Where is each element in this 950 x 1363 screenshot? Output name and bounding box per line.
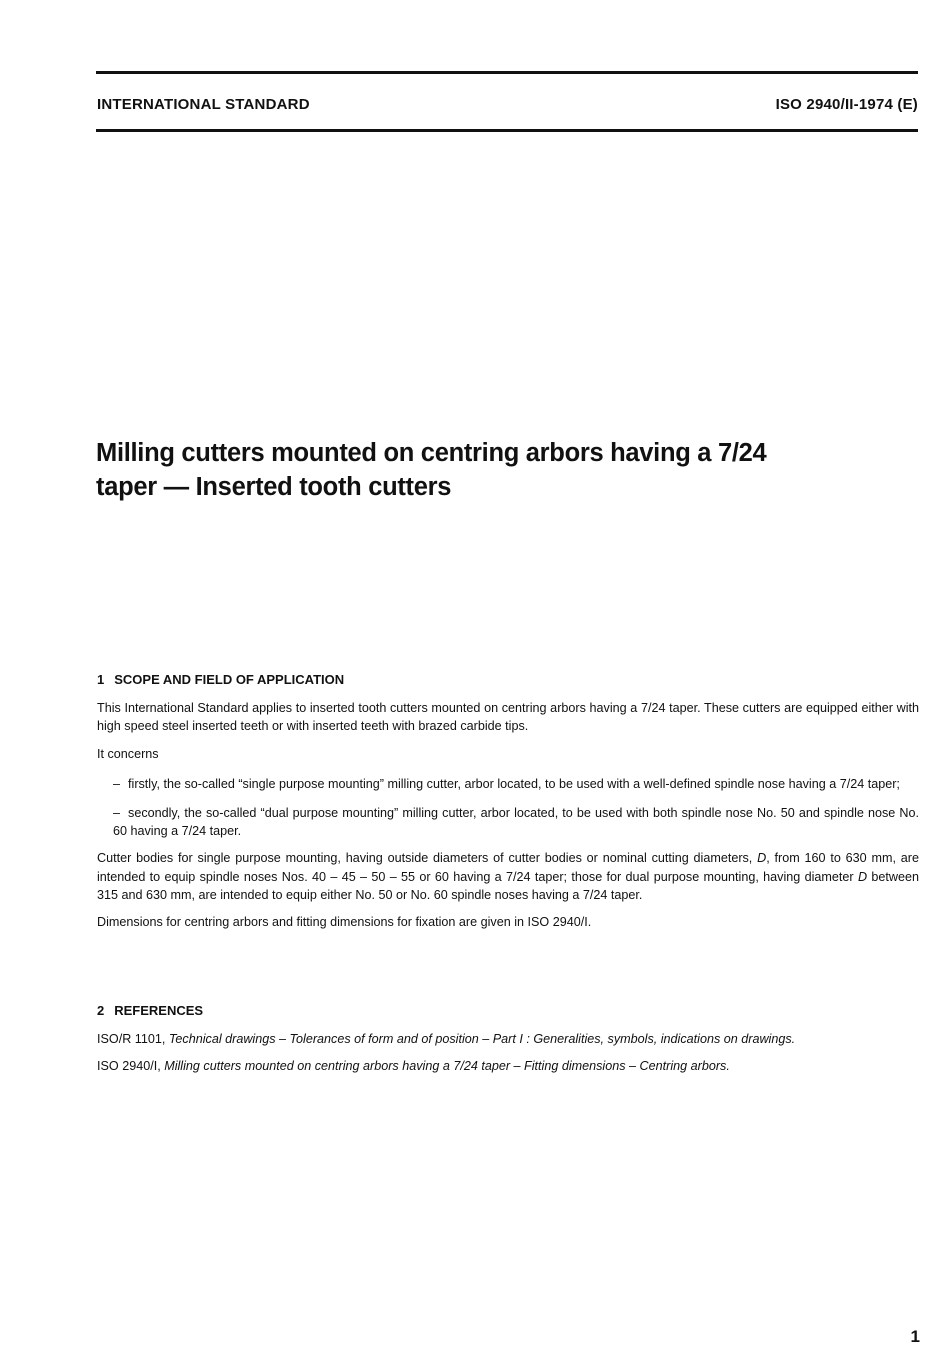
concerns-intro: It concerns: [97, 746, 159, 761]
section-number: 2: [97, 1003, 105, 1018]
cutter-bodies-paragraph: Cutter bodies for single purpose mounting, having outside diameters of cutter bodies or nominal cutting diameters, D, from 160 to 630 mm, are intended to equip spindle noses Nos. 40 – 45 – 50 – 55 or 60 having a 7/24 taper; those for dual purpose mounting, having diameter D between 315 and 630 mm, are intended to equip either No. 50 or No. 60 spindle noses having a 7/24 taper.: [97, 851, 919, 902]
title-line-1: Milling cutters mounted on centring arbors having a 7/24: [96, 439, 767, 467]
header-bottom-rule: [96, 129, 918, 132]
section-heading: [97, 671, 919, 689]
section-number: 1: [97, 672, 105, 687]
title-line-2: taper — Inserted tooth cutters: [96, 473, 452, 501]
section-title: REFERENCES: [114, 1003, 204, 1018]
header-top-rule: [96, 71, 918, 74]
page-number: 1: [910, 1327, 920, 1346]
list-item: – firstly, the so-called “single purpose mounting” milling cutter, arbor located, to be used with a well-defined spindle nose having a 7/24 taper;: [113, 776, 900, 791]
standard-number: ISO 2940/II-1974 (E): [775, 96, 918, 113]
section-title: SCOPE AND FIELD OF APPLICATION: [114, 672, 345, 687]
dash-bullet: –: [113, 806, 121, 821]
page-title: [96, 436, 896, 504]
dash-bullet: –: [113, 776, 121, 791]
document-type-label: INTERNATIONAL STANDARD: [97, 96, 310, 113]
list-item: – secondly, the so-called “dual purpose mounting” milling cutter, arbor located, to be used with both spindle nose No. 50 and spindle nose No. 60 having a 7/24 taper.: [113, 806, 919, 839]
reference-item: ISO 2940/I, Milling cutters mounted on centring arbors having a 7/24 taper – Fitting dimensions – Centring arbors.: [97, 1059, 730, 1074]
section-references: [97, 1002, 919, 1076]
section-heading: [97, 1002, 919, 1020]
section-scope: [97, 671, 919, 931]
dimensions-paragraph: Dimensions for centring arbors and fitting dimensions for fixation are given in ISO 2940/I.: [97, 915, 592, 930]
scope-paragraph: This International Standard applies to inserted tooth cutters mounted on centring arbors having a 7/24 taper. These cutters are equipped either with high speed steel inserted teeth or with inserted teeth with brazed carbide tips.: [97, 701, 919, 734]
reference-item: ISO/R 1101, Technical drawings – Tolerances of form and of position – Part I : Generalities, symbols, indications on drawings.: [97, 1032, 796, 1047]
